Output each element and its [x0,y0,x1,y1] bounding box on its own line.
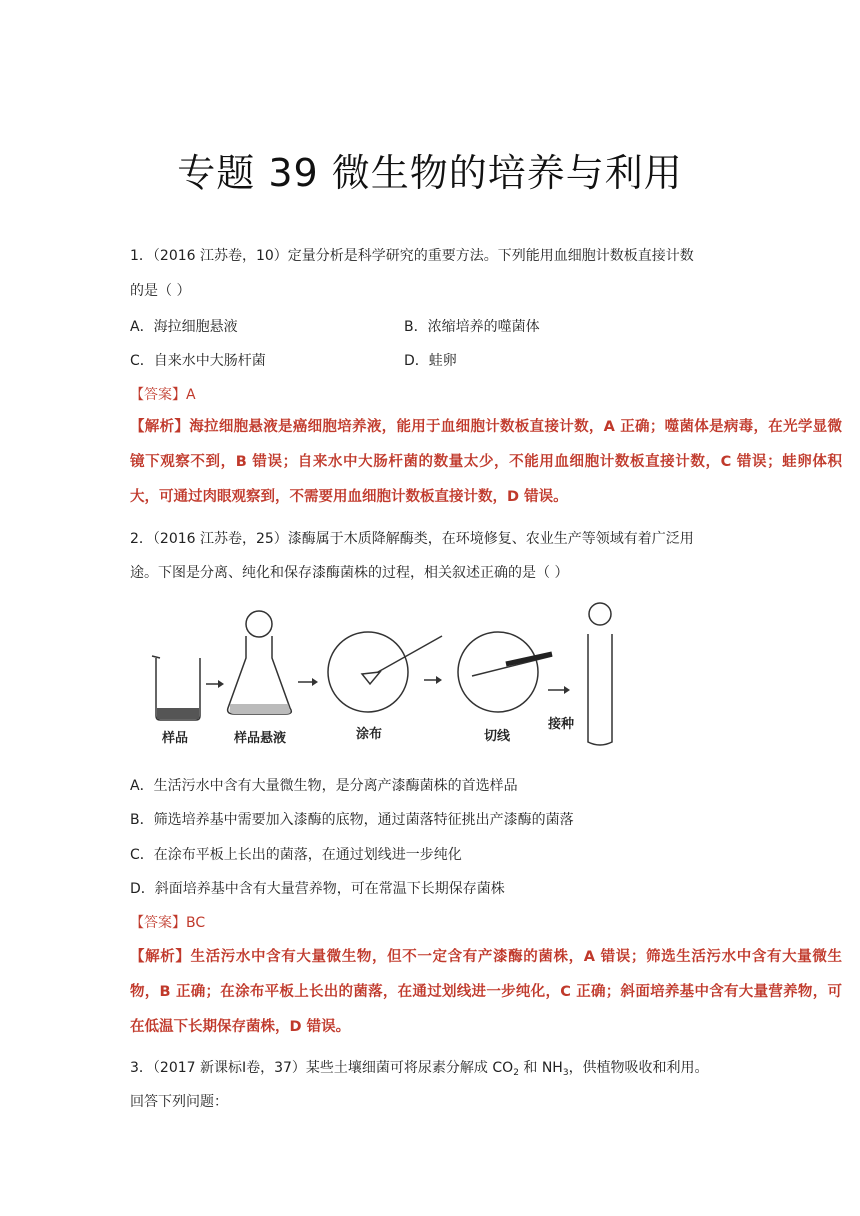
test-tube-icon [588,634,612,745]
q2-answer: 【答案】BC [130,915,206,931]
label-sample: 样品 [162,731,189,746]
label-sample-suspension: 样品悬液 [234,731,287,746]
streak-plate-icon [458,632,538,712]
label-inoculate: 接种 [548,717,575,732]
label-streak: 切线 [484,729,511,744]
q1-option-d: D．蛙卵 [404,353,457,369]
q1-stem-line2: 的是（ ） [130,283,191,299]
q1-analysis: 【解析】海拉细胞悬液是癌细胞培养液，能用于血细胞计数板直接计数，A 正确；噬菌体是病毒，在光学显微镜下观察不到，B 错误；自来水中大肠杆菌的数量太少，不能用血细胞计数板直接计数，C 错误；蛙卵体积大，可通过肉眼观察到，不需要用血细胞计数板直接计数，D 错误。 [130,419,842,505]
isolation-process-diagram [148,596,628,756]
q2-stem-line2: 途。下图是分离、纯化和保存漆酶菌株的过程，相关叙述正确的是（ ） [130,565,569,581]
page-title: 专题 39 微生物的培养与利用 [177,151,683,195]
q2-option-c: C．在涂布平板上长出的菌落，在通过划线进一步纯化 [130,847,462,863]
q2-option-d: D．斜面培养基中含有大量营养物，可在常温下长期保存菌株 [130,881,505,897]
beaker-sediment [157,708,199,719]
q1-answer: 【答案】A [130,387,196,403]
label-spread: 涂布 [356,727,383,742]
spread-plate-icon [328,632,408,712]
q1-option-c: C．自来水中大肠杆菌 [130,353,266,369]
q1-option-b: B．浓缩培养的噬菌体 [404,319,540,335]
q3-stem-line1: 3．（2017 新课标Ⅰ卷，37）某些土壤细菌可将尿素分解成 $CO_2$ 和 $NH_3$，供植物吸收和利用。 [130,1060,709,1078]
q2-option-b: B．筛选培养基中需要加入漆酶的底物，通过菌落特征挑出产漆酶的菌落 [130,812,574,828]
q1-option-a: A．海拉细胞悬液 [130,319,238,335]
q2-analysis: 【解析】生活污水中含有大量微生物，但不一定含有产漆酶的菌株，A 错误；筛选生活污水中含有大量微生物，B 正确；在涂布平板上长出的菌落，在通过划线进一步纯化，C 正确；斜面培养基中含有大量营养物，可在低温下长期保存菌株，D 错误。 [130,949,842,1035]
q2-stem-line1: 2．（2016 江苏卷，25）漆酶属于木质降解酶类，在环境修复、农业生产等领域有着广泛用 [130,531,694,547]
flask-liquid [230,704,291,714]
flask-icon [228,636,292,714]
q2-option-a: A．生活污水中含有大量微生物，是分离产漆酶菌株的首选样品 [130,778,518,794]
q3-stem-line2: 回答下列问题： [130,1094,228,1110]
q1-stem-line1: 1．（2016 江苏卷，10）定量分析是科学研究的重要方法。下列能用血细胞计数板直接计数 [130,248,694,264]
